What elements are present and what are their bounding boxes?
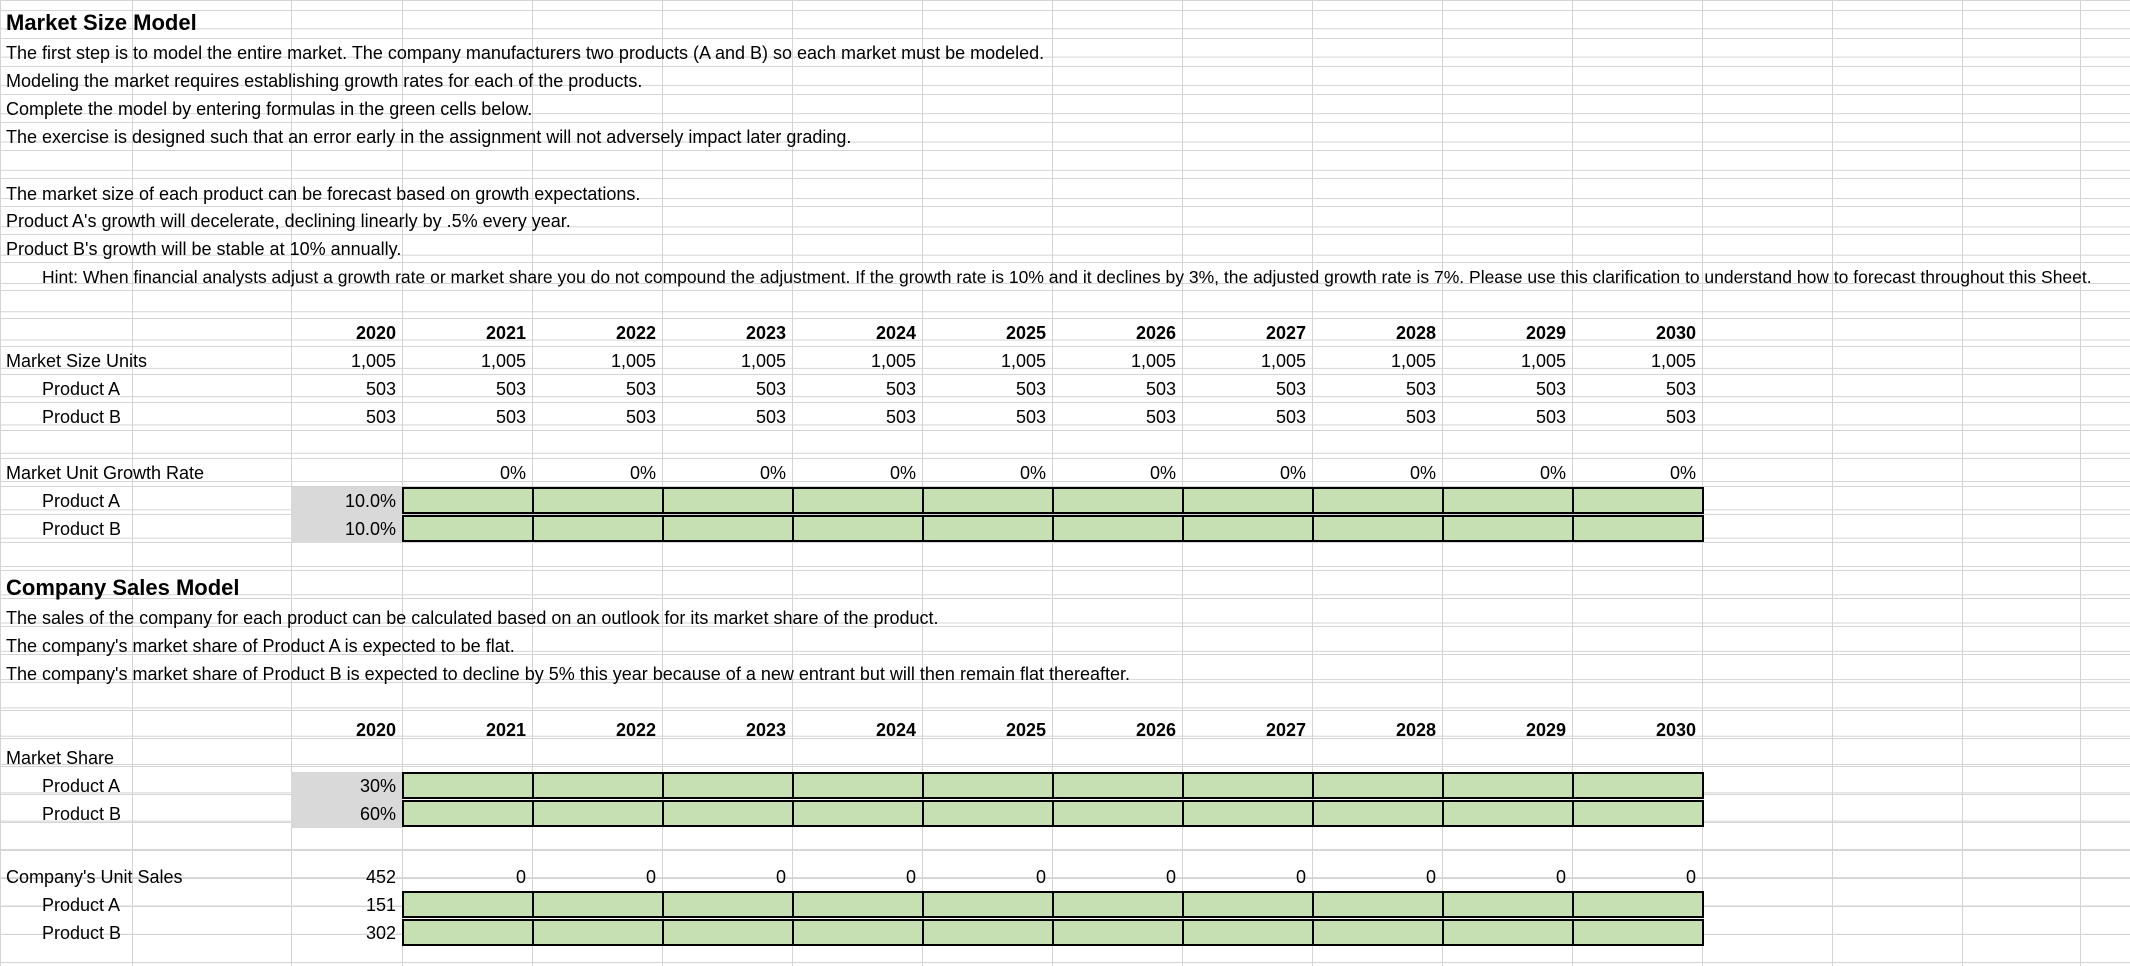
sales-note-2: The company's market share of Product A is expected to be flat. [6, 636, 515, 656]
intro-line-2: Modeling the market requires establishing growth rates for each of the products. [6, 71, 643, 91]
share-b-input-2024[interactable] [792, 800, 924, 827]
sales-b-input-2029[interactable] [1442, 919, 1574, 946]
market-growth-cell[interactable]: 0% [1149, 463, 1176, 483]
growth-b-input-2030[interactable] [1572, 515, 1704, 542]
sales-b-input-2024[interactable] [792, 919, 924, 946]
year-header-2025[interactable]: 2025 [1005, 323, 1046, 343]
units-product-a-cell[interactable]: 503 [1405, 379, 1436, 399]
forecast-note-2: Product A's growth will decelerate, declining linearly by .5% every year. [6, 211, 571, 231]
market-growth-cell[interactable]: 0% [1409, 463, 1436, 483]
year-header-2-2025[interactable]: 2025 [1005, 720, 1046, 740]
units-product-b-cell[interactable]: 503 [1015, 407, 1046, 427]
intro-line-1: The first step is to model the entire market. The company manufacturers two products (A and B) so each market must be modeled. [6, 43, 1045, 63]
share-a-input-2030[interactable] [1572, 772, 1704, 799]
company-unit-sales-cell[interactable]: 0 [775, 867, 786, 887]
units-product-b-cell[interactable]: 503 [365, 407, 396, 427]
sales-product-a-label: Product A [42, 895, 121, 915]
company-unit-sales-cell[interactable]: 0 [645, 867, 656, 887]
year-header-2-2027[interactable]: 2027 [1265, 720, 1306, 740]
growth-b-input-2025[interactable] [922, 515, 1054, 542]
share-product-a-label: Product A [42, 776, 121, 796]
share-b-input-2026[interactable] [1052, 800, 1184, 827]
year-header-2-2023[interactable]: 2023 [745, 720, 786, 740]
company-unit-sales-cell[interactable]: 0 [905, 867, 916, 887]
sales-product-b-2020[interactable]: 302 [365, 923, 396, 943]
sales-b-input-2027[interactable] [1182, 919, 1314, 946]
company-unit-sales-cell[interactable]: 0 [1685, 867, 1696, 887]
units-product-a-cell[interactable]: 503 [625, 379, 656, 399]
units-product-a-cell[interactable]: 503 [1535, 379, 1566, 399]
market-growth-cell[interactable]: 0% [629, 463, 656, 483]
sales-note-1: The sales of the company for each product can be calculated based on an outlook for its market share of the product. [6, 608, 939, 628]
company-unit-sales-cell[interactable]: 0 [1035, 867, 1046, 887]
company-unit-sales-cell[interactable]: 0 [515, 867, 526, 887]
section-title-market-size: Market Size Model [6, 10, 197, 35]
growth-product-b-label: Product B [42, 519, 122, 539]
year-header-row-2 [0, 716, 2130, 744]
market-growth-cell[interactable]: 0% [499, 463, 526, 483]
share-product-a-2020[interactable]: 30% [359, 776, 396, 796]
share-b-input-2021[interactable] [402, 800, 534, 827]
market-size-units-cell[interactable]: 1,005 [870, 351, 916, 371]
units-product-a-cell[interactable]: 503 [1015, 379, 1046, 399]
market-size-units-cell[interactable]: 1,005 [350, 351, 396, 371]
share-product-b-label: Product B [42, 804, 122, 824]
company-unit-sales-cell[interactable]: 452 [365, 867, 396, 887]
sales-a-input-2024[interactable] [792, 891, 924, 918]
growth-a-input-2030[interactable] [1572, 487, 1704, 514]
hint-text: Hint: When financial analysts adjust a growth rate or market share you do not compound the adjustment. If the growth rate is 10% and it declines by 3%, the adjusted growth rate is 7%. Please use this clarification to understand how to forecast throughout this Sheet. [42, 267, 2092, 287]
sales-note-3: The company's market share of Product B is expected to decline by 5% this year because of a new entrant but will then remain flat thereafter. [6, 664, 1131, 684]
year-header-2028[interactable]: 2028 [1395, 323, 1436, 343]
share-a-input-2027[interactable] [1182, 772, 1314, 799]
units-product-a-label: Product A [42, 379, 121, 399]
sales-a-input-2023[interactable] [662, 891, 794, 918]
growth-b-input-2023[interactable] [662, 515, 794, 542]
market-size-units-cell[interactable]: 1,005 [1390, 351, 1436, 371]
share-b-input-2028[interactable] [1312, 800, 1444, 827]
units-product-b-cell[interactable]: 503 [755, 407, 786, 427]
intro-line-4: The exercise is designed such that an error early in the assignment will not adversely impact later grading. [6, 127, 852, 147]
sales-a-input-2027[interactable] [1182, 891, 1314, 918]
market-growth-cell[interactable]: 0% [759, 463, 786, 483]
sales-a-input-2025[interactable] [922, 891, 1054, 918]
units-product-a-cell[interactable]: 503 [755, 379, 786, 399]
year-header-2030[interactable]: 2030 [1655, 323, 1696, 343]
year-header-2024[interactable]: 2024 [875, 323, 916, 343]
share-b-input-2029[interactable] [1442, 800, 1574, 827]
growth-a-input-2023[interactable] [662, 487, 794, 514]
units-product-a-cell[interactable]: 503 [1275, 379, 1306, 399]
share-b-input-2030[interactable] [1572, 800, 1704, 827]
market-growth-cell[interactable]: 0% [1539, 463, 1566, 483]
year-header-2-2020[interactable]: 2020 [355, 720, 396, 740]
market-growth-cell[interactable]: 0% [1669, 463, 1696, 483]
growth-product-a-label: Product A [42, 491, 121, 511]
year-header-2-2024[interactable]: 2024 [875, 720, 916, 740]
year-header-2022[interactable]: 2022 [615, 323, 656, 343]
growth-a-input-2021[interactable] [402, 487, 534, 514]
growth-b-input-2028[interactable] [1312, 515, 1444, 542]
share-a-input-2021[interactable] [402, 772, 534, 799]
units-product-b-cell[interactable]: 503 [1535, 407, 1566, 427]
market-size-units-cell[interactable]: 1,005 [1520, 351, 1566, 371]
market-size-units-cell[interactable]: 1,005 [1130, 351, 1176, 371]
year-header-2-2030[interactable]: 2030 [1655, 720, 1696, 740]
year-header-2023[interactable]: 2023 [745, 323, 786, 343]
sales-product-b-label: Product B [42, 923, 122, 943]
growth-a-input-2024[interactable] [792, 487, 924, 514]
share-product-b-2020[interactable]: 60% [359, 804, 396, 824]
units-product-b-cell[interactable]: 503 [1275, 407, 1306, 427]
share-a-input-2026[interactable] [1052, 772, 1184, 799]
units-product-b-label: Product B [42, 407, 122, 427]
growth-b-input-2027[interactable] [1182, 515, 1314, 542]
sales-product-a-2020[interactable]: 151 [365, 895, 396, 915]
market-growth-cell[interactable]: 0% [1279, 463, 1306, 483]
sales-b-input-2025[interactable] [922, 919, 1054, 946]
sales-b-input-2026[interactable] [1052, 919, 1184, 946]
sales-a-input-2022[interactable] [532, 891, 664, 918]
forecast-note-3: Product B's growth will be stable at 10% annually. [6, 239, 402, 259]
company-unit-sales-cell[interactable]: 0 [1425, 867, 1436, 887]
units-product-a-cell[interactable]: 503 [885, 379, 916, 399]
market-size-units-cell[interactable]: 1,005 [740, 351, 786, 371]
growth-b-input-2026[interactable] [1052, 515, 1184, 542]
growth-b-input-2029[interactable] [1442, 515, 1574, 542]
sales-b-input-2021[interactable] [402, 919, 534, 946]
sales-a-input-2026[interactable] [1052, 891, 1184, 918]
sales-b-input-2028[interactable] [1312, 919, 1444, 946]
share-a-input-2025[interactable] [922, 772, 1054, 799]
year-header-2-2022[interactable]: 2022 [615, 720, 656, 740]
units-product-a-cell[interactable]: 503 [365, 379, 396, 399]
company-unit-sales-cell[interactable]: 0 [1165, 867, 1176, 887]
sales-a-input-2030[interactable] [1572, 891, 1704, 918]
market-share-label: Market Share [6, 748, 115, 768]
market-growth-cell[interactable]: 0% [889, 463, 916, 483]
units-product-b-cell[interactable]: 503 [625, 407, 656, 427]
sales-a-input-2028[interactable] [1312, 891, 1444, 918]
units-product-b-cell[interactable]: 503 [495, 407, 526, 427]
growth-product-a-2020[interactable]: 10.0% [344, 491, 396, 511]
year-header-2-2021[interactable]: 2021 [485, 720, 526, 740]
year-header-2-2028[interactable]: 2028 [1395, 720, 1436, 740]
market-size-units-cell[interactable]: 1,005 [610, 351, 656, 371]
share-b-input-2025[interactable] [922, 800, 1054, 827]
growth-a-input-2022[interactable] [532, 487, 664, 514]
units-product-a-cell[interactable]: 503 [495, 379, 526, 399]
growth-product-b-2020[interactable]: 10.0% [344, 519, 396, 539]
units-product-a-cell[interactable]: 503 [1665, 379, 1696, 399]
company-unit-sales-label: Company's Unit Sales [6, 867, 183, 887]
units-product-b-cell[interactable]: 503 [1405, 407, 1436, 427]
forecast-note-1: The market size of each product can be forecast based on growth expectations. [6, 184, 641, 204]
year-header-2020[interactable]: 2020 [355, 323, 396, 343]
section-title-company-sales: Company Sales Model [6, 575, 240, 600]
growth-a-input-2027[interactable] [1182, 487, 1314, 514]
growth-a-input-2028[interactable] [1312, 487, 1444, 514]
market-size-units-cell[interactable]: 1,005 [480, 351, 526, 371]
market-unit-growth-label: Market Unit Growth Rate [6, 463, 205, 483]
growth-a-input-2025[interactable] [922, 487, 1054, 514]
intro-line-3: Complete the model by entering formulas in the green cells below. [6, 99, 533, 119]
sales-a-input-2021[interactable] [402, 891, 534, 918]
units-product-b-cell[interactable]: 503 [1665, 407, 1696, 427]
sales-b-input-2022[interactable] [532, 919, 664, 946]
share-a-input-2024[interactable] [792, 772, 924, 799]
year-header-2-2029[interactable]: 2029 [1525, 720, 1566, 740]
growth-a-input-2026[interactable] [1052, 487, 1184, 514]
market-size-units-label: Market Size Units [6, 351, 148, 371]
units-product-b-cell[interactable]: 503 [885, 407, 916, 427]
market-growth-cell[interactable]: 0% [1019, 463, 1046, 483]
growth-a-input-2029[interactable] [1442, 487, 1574, 514]
year-header-2026[interactable]: 2026 [1135, 323, 1176, 343]
year-header-row [0, 319, 2130, 347]
market-size-units-cell[interactable]: 1,005 [1650, 351, 1696, 371]
share-b-input-2027[interactable] [1182, 800, 1314, 827]
sales-b-input-2030[interactable] [1572, 919, 1704, 946]
sales-b-input-2023[interactable] [662, 919, 794, 946]
units-product-b-cell[interactable]: 503 [1145, 407, 1176, 427]
company-unit-sales-cell[interactable]: 0 [1555, 867, 1566, 887]
year-header-2-2026[interactable]: 2026 [1135, 720, 1176, 740]
share-b-input-2023[interactable] [662, 800, 794, 827]
year-header-2029[interactable]: 2029 [1525, 323, 1566, 343]
growth-b-input-2022[interactable] [532, 515, 664, 542]
share-a-input-2029[interactable] [1442, 772, 1574, 799]
share-b-input-2022[interactable] [532, 800, 664, 827]
share-a-input-2022[interactable] [532, 772, 664, 799]
share-a-input-2023[interactable] [662, 772, 794, 799]
growth-b-input-2024[interactable] [792, 515, 924, 542]
market-size-units-cell[interactable]: 1,005 [1000, 351, 1046, 371]
year-header-2021[interactable]: 2021 [485, 323, 526, 343]
growth-b-input-2021[interactable] [402, 515, 534, 542]
market-size-units-cell[interactable]: 1,005 [1260, 351, 1306, 371]
year-header-2027[interactable]: 2027 [1265, 323, 1306, 343]
sales-a-input-2029[interactable] [1442, 891, 1574, 918]
units-product-a-cell[interactable]: 503 [1145, 379, 1176, 399]
share-a-input-2028[interactable] [1312, 772, 1444, 799]
company-unit-sales-cell[interactable]: 0 [1295, 867, 1306, 887]
